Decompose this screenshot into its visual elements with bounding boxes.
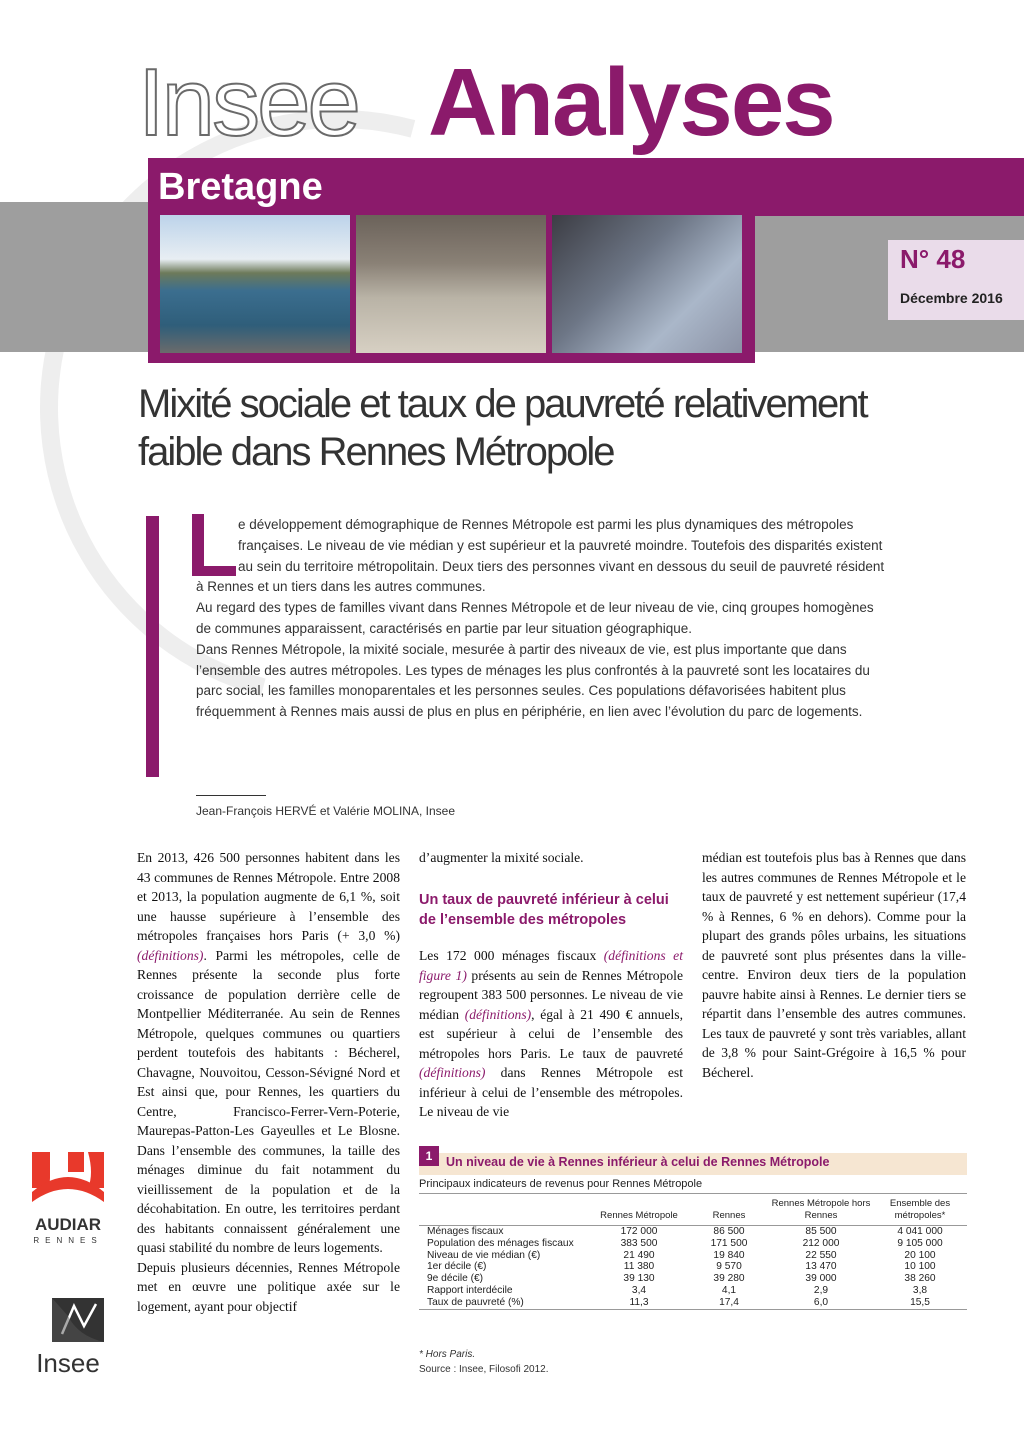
- table-header: Ensemble des métropoles*: [873, 1196, 967, 1226]
- table-cell: 2,9: [813, 1284, 829, 1296]
- intro-block: [196, 515, 886, 723]
- definitions-link[interactable]: (définitions et figure 1): [419, 948, 683, 983]
- table-cell: 20 100: [904, 1249, 936, 1261]
- table-cell: 85 500: [805, 1226, 837, 1237]
- table-cell: 6,0: [769, 1297, 873, 1309]
- region-name: Bretagne: [158, 166, 323, 208]
- table-cell: 39 130: [623, 1273, 655, 1285]
- body-paragraph: Depuis plusieurs décennies, Rennes Métropole met en œuvre une politique axée sur le logement, ayant pour objectif: [137, 1259, 400, 1314]
- body-paragraph: Les 172 000 ménages fiscaux (définitions et figure 1) présents au sein de Rennes Métropole regroupent 383 500 personnes. Le niveau de vie médian (définitions), égal à 21 490 € annuels, est supérieur à celui de l’ensemble des métropoles hors Paris. Le taux de pauvreté (définitions) dans Rennes Métropole est inférieur à celui de l’ensemble des métropoles. Le niveau de vie: [419, 948, 683, 1119]
- insee-logo-text: Insee: [36, 1348, 100, 1378]
- insee-logo: [28, 1296, 108, 1378]
- table-cell: 86 500: [713, 1226, 745, 1237]
- intro-paragraph-1: e développement démographique de Rennes Métropole est parmi les plus dynamiques des métropoles françaises. Le niveau de vie médian y est supérieur et la pauvreté moindre. Toutefois des disparités existent au sein du territoire métropolitain. Deux tiers des personnes vivant en dessous du seuil de pauvreté résident à Rennes et un tiers dans les autres communes.: [196, 517, 885, 595]
- table-row-label: Ménages fiscaux: [427, 1226, 504, 1237]
- table-cell: 39 280: [713, 1273, 745, 1285]
- table-header: Rennes Métropole hors Rennes: [769, 1196, 873, 1226]
- intro-paragraph-2: Au regard des types de familles vivant dans Rennes Métropole et de leur niveau de vie, cinq groupes homogènes de communes apparaissent, caractérisés en partie par leur situation géographique.: [196, 600, 874, 636]
- intro-paragraph-3: Dans Rennes Métropole, la mixité sociale, mesurée à partir des niveaux de vie, est plus importante que dans l’ensemble des autres métropoles. Les types de ménages les plus confrontés à la pauvreté sont les locataires du parc social, les familles monoparentales et les personnes seules. Ces populations défavorisées habitent plus fréquemment à Rennes mais aussi de plus en plus en périphérie, en lien avec l’évolution du parc de logements.: [196, 641, 870, 720]
- table-cell: 4 041 000: [897, 1226, 943, 1237]
- body-paragraph: En 2013, 426 500 personnes habitent dans les 43 communes de Rennes Métropole. Entre 2008 et 2013, la population augmente de 6,1 %, soit une hausse supérieure à l’ensemble des métropoles françaises hors Paris (+ 3,0 %) (définitions). Parmi les métropoles, celle de Rennes présente la seconde plus forte croissance de population derrière celle de Montpellier Méditerranée. Au sein de Rennes Métropole, quelques communes ou quartiers perdent toutefois des habitants : Bécherel, Chavagne, Nouvoitou, Cesson-Sévigné Nord et Est ainsi que, pour Rennes, les quartiers du Centre, Francisco-Ferrer-Vern-Poterie, Maurepas-Patton-Les Gayeulles et Le Blosne. Dans l’ensemble des communes, la taille des ménages diminue du fait notamment du vieillissement de la population et de la décohabitation. En outre, les territoires perdant des habitants connaissent généralement une quasi stabilité du nombre de leurs logements.: [137, 850, 400, 1255]
- table-cell: 212 000: [802, 1237, 840, 1249]
- table-cell: 3,4: [631, 1284, 647, 1296]
- table-row: [419, 1226, 967, 1238]
- definitions-link[interactable]: (définitions): [464, 1006, 532, 1022]
- table-cell: 15,5: [873, 1297, 967, 1309]
- definitions-link[interactable]: (définitions): [419, 1065, 486, 1080]
- table-cell: 19 840: [713, 1249, 745, 1261]
- table-cell: 171 500: [710, 1237, 748, 1249]
- table-header: Rennes: [689, 1196, 769, 1226]
- table-row: [419, 1297, 967, 1309]
- photo-harbor: [160, 215, 350, 353]
- table-cell: 39 000: [805, 1273, 837, 1285]
- table-cell: 4,1: [721, 1284, 737, 1296]
- table-header: Rennes Métropole: [589, 1196, 689, 1226]
- table-cell: 22 550: [805, 1249, 837, 1261]
- table-cell: 38 260: [904, 1273, 936, 1285]
- table-source: Source : Insee, Filosofi 2012.: [419, 1364, 549, 1375]
- table-cell: 17,4: [689, 1297, 769, 1309]
- table-rule: [419, 1193, 967, 1194]
- table-cell: 10 100: [904, 1261, 936, 1273]
- brand-insee: Insee: [138, 49, 358, 156]
- table-cell: 21 490: [623, 1249, 655, 1261]
- section-heading: Un taux de pauvreté inférieur à celui de l’ensemble des métropoles: [419, 892, 669, 928]
- audiar-logo-subtext: RENNES: [33, 1236, 103, 1245]
- table-row-label: 1er décile (€): [427, 1261, 487, 1273]
- table-cell: 11 380: [623, 1261, 655, 1273]
- table-row-label: Population des ménages fiscaux: [427, 1237, 574, 1249]
- author-rule: [196, 795, 266, 796]
- table-header-empty: [419, 1196, 589, 1226]
- brand-analyses: Analyses: [428, 49, 834, 156]
- table-cell: 9 105 000: [897, 1237, 943, 1249]
- body-column-1: [137, 848, 400, 1316]
- intro-accent-bar: [146, 516, 159, 777]
- table-body: [419, 1226, 967, 1310]
- table-row: [419, 1273, 967, 1285]
- issue-number: N° 48: [900, 244, 966, 274]
- table-cell: 9 570: [716, 1261, 742, 1273]
- table-row-label: Niveau de vie médian (€): [427, 1249, 541, 1261]
- audiar-logo: [28, 1148, 108, 1246]
- definitions-link[interactable]: (définitions): [137, 947, 204, 963]
- table-cell: 3,8: [912, 1284, 928, 1296]
- table-row: [419, 1261, 967, 1273]
- table-cell: 13 470: [805, 1261, 837, 1273]
- figure-title: Un niveau de vie à Rennes inférieur à celui de Rennes Métropole: [446, 1155, 830, 1169]
- table-header-row: [419, 1196, 967, 1226]
- table-cell: 383 500: [620, 1237, 658, 1249]
- body-column-2-top: d’augmenter la mixité sociale.: [419, 850, 584, 865]
- photo-lab: [552, 215, 742, 353]
- audiar-logo-text: AUDIAR: [34, 1215, 102, 1234]
- table-row-label: Rapport interdécile: [427, 1284, 513, 1296]
- body-column-3: médian est toutefois plus bas à Rennes que dans les autres communes de Rennes Métropole et le taux de pauvreté y est nettement supérieur (17,4 % à Rennes, 6 % en dehors). Comme pour la plupart des grands pôles urbains, les situations de pauvreté sont plus présentes dans la ville-centre. Environ deux tiers de la population pauvre habite ainsi à Rennes. Le dernier tiers se répartit dans l’ensemble des autres communes. Les taux de pauvreté y sont très variables, allant de 3,8 % pour Saint-Grégoire à 16,5 % pour Bécherel.: [702, 850, 966, 1080]
- photo-people: [356, 215, 546, 353]
- authors: Jean-François HERVÉ et Valérie MOLINA, Insee: [196, 804, 455, 818]
- body-column-2: [419, 946, 683, 1122]
- table-cell: 172 000: [620, 1226, 658, 1237]
- table-row-label: Taux de pauvreté (%): [419, 1297, 589, 1309]
- figure-number: 1: [419, 1146, 439, 1166]
- issue-date: Décembre 2016: [900, 290, 1003, 306]
- table-row: [419, 1238, 967, 1250]
- table-note: * Hors Paris.: [419, 1349, 476, 1360]
- indicators-table: [419, 1196, 967, 1310]
- table-cell: 11,3: [589, 1297, 689, 1309]
- table-row-label: 9e décile (€): [427, 1273, 484, 1285]
- figure-subtitle: Principaux indicateurs de revenus pour Rennes Métropole: [419, 1178, 703, 1190]
- page-title: Mixité sociale et taux de pauvreté relativement faible dans Rennes Métropole: [138, 382, 867, 474]
- table-row: [419, 1285, 967, 1297]
- table-row: [419, 1250, 967, 1262]
